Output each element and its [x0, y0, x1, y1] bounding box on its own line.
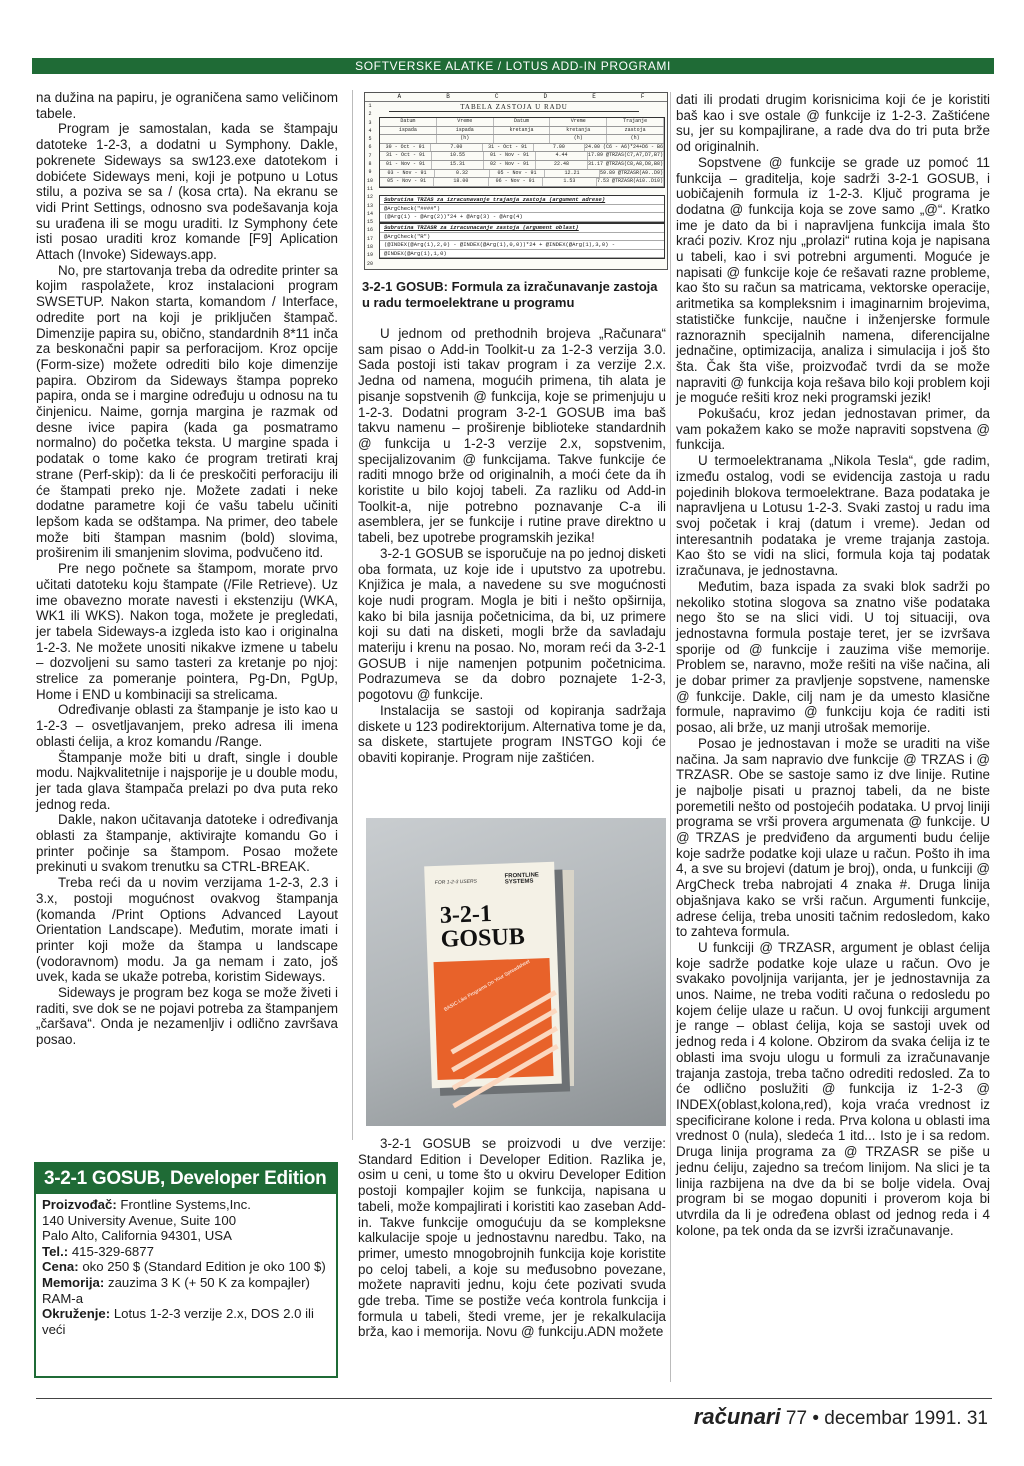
table-header-row [380, 118, 664, 127]
row-number: 17 [366, 235, 373, 242]
table-cell: 01 - Nov - 91 [484, 152, 536, 160]
subroutine-heading: Subrutina TRZASR za izracunacanje zastoja (argument oblast) [380, 224, 664, 233]
paragraph: Određivanje oblasti za štampanje je isto kao u 1-2-3 – osvetljavanjem, preko adresa ili imena oblasti ćelija, a kroz komandu /Range. [36, 702, 338, 749]
row-number: 2 [368, 111, 372, 118]
row-number: 19 [366, 252, 373, 259]
environment-line [42, 1306, 330, 1337]
box-orange-panel [434, 958, 554, 1080]
table-cell: 17.89 @TRZAS(C7,A7,D7,B7) [588, 152, 664, 159]
table-row [380, 178, 664, 187]
environment-label: Okruženje: [42, 1306, 111, 1322]
box-tagline: FOR 1-2-3 USERS [434, 878, 478, 886]
row-number: 10 [366, 177, 373, 184]
header-cell: kretanja [494, 127, 551, 135]
producer-label: Proizvođač: [42, 1197, 117, 1212]
header-cell: (h) [437, 135, 494, 143]
table-cell: 03 - Nov - 91 [380, 170, 435, 178]
table-cell: 7.53 @TRZASR(A10..D10) [597, 178, 664, 185]
row-number: 9 [368, 169, 372, 176]
box-brand-logo: FRONTLINE SYSTEMS [504, 872, 539, 886]
box-title-line: 3-2-1 [439, 901, 493, 929]
table-cell: 0.32 [435, 170, 490, 178]
paragraph: Štampanje može biti u draft, single i double modu. Najkvalitetnije i najsporije je u double modu, jer tada glava štampača prelazi po dva puta reko jednog reda. [36, 749, 338, 812]
row-number: 15 [366, 219, 373, 226]
table-cell: 06 - Nov - 91 [489, 178, 543, 186]
header-cell: zastoja [607, 127, 664, 135]
table-cell: 30 - Oct - 91 [380, 144, 431, 152]
row-number: 7 [368, 152, 372, 159]
info-box-body [36, 1194, 336, 1340]
product-photo [366, 818, 666, 1126]
column-letter: F [640, 93, 645, 100]
table-cell: 31 - Oct - 91 [483, 144, 534, 152]
product-box [424, 862, 562, 1088]
spreadsheet-figure [364, 92, 668, 270]
table-cell: 18.00 [434, 178, 488, 186]
column-letter: A [397, 93, 402, 100]
issue-date: decembar 1991. [824, 1408, 962, 1429]
subroutine-heading: Subrutina TRZAS za izracunavanje trajanja zastoja (argument adrese) [380, 196, 664, 205]
row-number: 8 [368, 161, 372, 168]
table-cell: 31 - Oct - 91 [380, 152, 432, 160]
paragraph: 3-2-1 GOSUB se isporučuje na po jednoj disketi oba formata, uz koje ide i uputstvo za upotrebu. Knjižica je mala, a navedene su sve mogućnosti koje nudi program. Mogla je biti i nešto opširnija, kako bi bila jasnija početnicima, da bi, uz primere koji su dati na disketi, mogli brže da savladaju materiju i krenu na posao. No, moram reći da 3-2-1 GOSUB i nije namenjen potpunim početnicima. Podrazumeva se da dobro poznajete 1-2-3, pogotovu @ funkcije. [358, 545, 666, 703]
table-cell: 05 - Nov - 91 [490, 170, 545, 178]
table-row [380, 170, 664, 179]
producer-line [42, 1197, 330, 1213]
paragraph: na dužina na papiru, je ograničena samo veličinom tabele. [36, 90, 338, 121]
page-footer [694, 1404, 988, 1430]
subroutine-line: @INDEX(@Arg(1),1,0) [380, 250, 664, 259]
environment-value: Lotus 1-2-3 verzije 2.x, DOS 2.0 ili veći [42, 1306, 314, 1337]
row-number: 12 [366, 194, 373, 201]
header-cell [494, 135, 551, 143]
spreadsheet-title: TABELA ZASTOJA U RADU [389, 103, 639, 112]
bullet-separator: • [812, 1408, 819, 1429]
paragraph: U funkciji @ TRZASR, argument je oblast ćelija koje sadrže podatke koje ulaze u račun. Ovo je svakako povoljnija varijanta, jer je jednostavnija za unos. Naime, ne treba voditi računa o redosledu po kojem ćelije ulaze u račun. U ovoj funkciji argument je range – oblast ćelija, koja se sastoji uvek od jednog reda i 4 kolone. Obzirom da svaka ćelija iz te oblasti ima svoju ulogu u formuli za izračunavanje trajanja zastoja, treba tačno odrediti redosled. Za to će odlično poslužiti @ funkcija iz 1-2-3 @ INDEX(oblast,kolona,red), koja vraća vrednost iz specificirane kolone i reda. Prva kolona u oblasti ima vrednost 0 (nula), sledeća 1 itd... Isto je i sa redom. Druga linija programa za @ TRZASR se piše u jednu ćeliju, zajedno sa trećom linijom. Na slici je ta linija razbijena na dve da bi se bolje videla. Ovaj program bi se mogao dopuniti i proverom koja bi utvrdila da li je određena oblast od jednog reda i 4 kolone, pa tek onda da se izvrši izračunavanje. [676, 939, 990, 1238]
paragraph: Pokušaću, kroz jedan jednostavan primer, da vam pokažem kako se može napraviti sopstvena @ funkcija. [676, 406, 990, 453]
paragraph: Instalacija se sastoji od kopiranja sadržaja diskete u 123 podirektorijum. Alternativa tome je da, sa diskete, startujete program INSTGO koji će obaviti kopiranje. Program nije zaštićen. [358, 702, 666, 765]
table-cell: 12.21 [545, 170, 600, 178]
address-line: 140 University Avenue, Suite 100 [42, 1212, 237, 1228]
article-column-2-continued [358, 1136, 666, 1392]
table-row [380, 144, 664, 153]
table-cell: 10.55 [432, 152, 484, 160]
address-line: Palo Alto, California 94301, USA [42, 1228, 232, 1244]
table-cell: 1.53 [543, 178, 597, 186]
paragraph: 3-2-1 GOSUB se proizvodi u dve verzije: Standard Edition i Developer Edition. Razlika je, osim u ceni, u tome što u okviru Developer Edition postoji kompajler kojim se funkcija, napisana u tabeli, može kompajlirati i koristiti kao zaseban Add-in. Takve funkcije omogućuju da se kompleksne kalkulacije spoje u jednostavnu naredbu. Tako, na primer, umesto mnogobrojnih funkcija koje koristite po celoj tabeli, a koje su međusobno povezane, možete napraviti jednu, koju ćete pozivati svuda gde treba. Time se postiže veća kontrola funkcija i formula u tabeli, štedi vreme, jer je rekalkulacija brža, kao i memorija. Novu @ funkciju.ADN možete [358, 1136, 666, 1340]
row-number: 13 [366, 202, 373, 209]
column-letter: C [494, 93, 499, 100]
table-cell: 4.44 [536, 152, 588, 160]
paragraph: U jednom od prethodnih brojeva „Računara“ sam pisao o Add-in Toolkit-u za 1-2-3 verzija 3.0. Sada postoji isti takav program i za verzije 2.x. Jedna od namena, mogućih primena, tih alata je pisanje sopstvenih @ funkcija, koje se primenjuju u 1-2-3. Dodatni program 3-2-1 GOSUB ima baš takvu namenu – proširenje biblioteke standardnih @ funkcija u 1-2-3 verzije 2.x, sopstvenim, specijalizovanim @ funkcijama. Takve funkcije će raditi mnogo brže od originalnih, a moći ćete da ih koristite u bilo kojoj tabeli. Za razliku od Add-in Toolkit-a, nije potrebno poznavanje C-a ili asemblera, jer se funkcije i rutine prave direktno u tabeli, bez upotrebe programskih jezika! [358, 326, 666, 546]
header-cell: Datum [380, 118, 437, 126]
figure-caption: 3-2-1 GOSUB: Formula za izračunavanje zastoja u radu termoelektrane u programu [362, 279, 658, 310]
row-number: 1 [368, 103, 372, 109]
table-header-row [380, 127, 664, 136]
table-row [380, 152, 664, 161]
table-cell: 24.00 (C6 - A6)*24+D6 - B6 [585, 143, 664, 150]
article-column-3 [676, 92, 990, 1392]
row-number: 6 [368, 144, 372, 151]
paragraph: U termoelektranama „Nikola Tesla“, gde radim, između ostalog, vodi se evidencija zastoja u radu pojedinih blokova termoelektrane. Baza podataka je napravljena u Lotusu 1-2-3. Svaki zastoj u radu ima svoj početak i kraj (datum i vreme). Jedan od interesantnih podataka je vreme trajanja zastoja. Kao što se vidi na slici, formula koja taj podatak izračunava, je jednostavna. [676, 453, 990, 579]
header-cell: ispada [437, 127, 494, 135]
box-band-text: BASIC-Like Programs On Your Spreadsheet [443, 958, 532, 1013]
box-title-line: GOSUB [440, 923, 526, 953]
magazine-logo: računari [693, 1404, 781, 1429]
header-cell: (h) [550, 135, 607, 143]
paragraph: Dakle, nakon učitavanja datoteke i određivanja oblasti za štampanje, aktivirajte komandu Go i printer počinje sa štampom. Posao možete prekinuti u svakom trenutku sa CTRL-BREAK. [36, 812, 338, 875]
column-letter: E [592, 93, 596, 100]
footer-rule [36, 1398, 992, 1399]
table-cell: 05 - Nov - 91 [380, 178, 434, 186]
table-cell: 01 - Nov - 91 [380, 161, 432, 169]
product-info-box [34, 1162, 338, 1378]
issue-number: 77 [785, 1408, 808, 1429]
box-title [439, 901, 525, 952]
paragraph: No, pre startovanja treba da odredite printer sa kojim raspolažete, kroz instalacioni program SWSETUP. Nakon starta, komandom / Interface, odredite port na koji je priključen štampač. Dimenzije papira su, obično, standardnih 8*11 inča za beskonačni papir sa perforacijom. Kroz opcije (Form-size) možete odrediti bilo koje dimenzije papira. Obzirom da Sideways štampa popreko papira, onda se i margine određuju u odnosu na tu činjenicu. Naime, gornja margina je razmak od desne ivice papira (kada ga posmatramo normalno) do početka teksta. U margine spada i podatak o tome kako će program tretirati kraj strane (Perf-skip): da li će preskočiti perforaciju ili će štampati preko nje. Možete zadati i neke dodatne parametre koji će vašu tabelu učiniti lepšom kada se odštampa. Na primer, deo tabele može biti štampan masnim (bold) slovima, proširenim ili smanjenim slovima, podvučeno itd. [36, 262, 338, 561]
subroutine-trzas [379, 195, 665, 223]
subroutine-line: (@Arg(1) - @Arg(2))*24 + @Arg(3) - @Arg(4) [380, 213, 664, 222]
subroutine-line: (@INDEX(@Arg(1),2,0) - @INDEX(@Arg(1),0,0))*24 + @INDEX(@Arg(1),3,0) - [380, 241, 664, 250]
row-number: 11 [366, 185, 373, 192]
spreadsheet-row-numbers [365, 102, 375, 268]
header-cell: ispada [380, 127, 437, 135]
paragraph: Program je samostalan, kada se štampaju datoteke 1-2-3, a dodatni u Symphony. Dakle, pokrenete Sideways sa sw123.exe datotekom i dobićete Sideways meni, koji je potpuno u Lotus stilu, a poziva se sa / (kosa crta). Na ekranu se vidi Print Settings, odnosno sva podešavanja koja su urađena ili se mogu uraditi. Iz Symphony ćete isti posao uraditi kroz komande [F9] Aplication Attach (Invoke) Sideways.app. [36, 121, 338, 263]
memory-line [42, 1275, 330, 1306]
spreadsheet-table [379, 117, 665, 188]
header-cell: Trajanje [607, 118, 664, 126]
row-number: 16 [366, 227, 373, 234]
header-cell: Datum [494, 118, 551, 126]
table-cell: 31.17 @TRZAS(C8,A8,D8,B8) [588, 160, 664, 167]
row-number: 5 [368, 136, 372, 143]
producer-value: Frontline Systems,Inc. [120, 1197, 251, 1212]
row-number: 18 [366, 244, 373, 251]
info-box-title: 3-2-1 GOSUB, Developer Edition [36, 1164, 336, 1194]
section-header: SOFTVERSKE ALATKE / LOTUS ADD-IN PROGRAMI [32, 58, 994, 74]
paragraph: Sideways je program bez koga se može živeti i raditi, sve dok se ne pojavi potreba za štampanjem „čaršava“. Onda je nezamenljiv i odlično završava posao. [36, 985, 338, 1048]
table-cell: 02 - Nov - 91 [484, 161, 536, 169]
price-label: Cena: [42, 1259, 79, 1275]
price-line [42, 1259, 330, 1275]
table-cell: 15.31 [432, 161, 484, 169]
row-number: 3 [368, 119, 372, 126]
paragraph: Treba reći da u novim verzijama 1-2-3, 2.3 i 3.x, postoji mogućnost ovakvog štampanja (komanda /Print Options Advanced Layout Orientation Landscape). Međutim, morate imati i printer koji može da štampa u landscape (vodoravnom) modu. Ja ga nemam i zato, još uvek, kada se ukaže potreba, koristim Sideways. [36, 875, 338, 985]
tel-label: Tel.: [42, 1243, 69, 1259]
paragraph: Pre nego počnete sa štampom, morate prvo učitati datoteku koju štampate (/File Retrieve). Uz ime obavezno morate navesti i ekstenziju (WKA, WK1 ili WKS). Nakon toga, možete je pregledati, jer tabela Sideways-a izgleda isto kao i originalna 1-2-3. Ne možete unositi nikakve izmene u tabelu – dozvoljeni su samo tasteri za kretanje po njoj: strelice za pomeranje pointera, Pg-Dn, PgUp, Home i END u kombinaciji sa strelicama. [36, 561, 338, 702]
page-number: 31 [966, 1408, 988, 1429]
row-number: 4 [368, 127, 372, 134]
article-column-1 [36, 90, 338, 1138]
header-cell: Vreme [437, 118, 494, 126]
column-divider [352, 90, 353, 1140]
row-number: 20 [366, 260, 373, 267]
memory-label: Memorija: [42, 1274, 105, 1290]
subroutine-line: @ArgCheck("R") [380, 233, 664, 242]
table-header-row [380, 135, 664, 144]
tel-value: 415-329-6877 [71, 1243, 154, 1259]
table-cell: 7.00 [534, 144, 585, 152]
subroutine-line: @ArgCheck("####") [380, 205, 664, 214]
header-cell: Vreme [550, 118, 607, 126]
paragraph: Međutim, baza ispada za svaki blok sadrži po nekoliko stotina slogova sa znatno više podataka nego što se na slici vidi. U toj situaciji, ova jednostavna formula postaje teret, jer se izvršava sporije od @ funkcije i zauzima više memorije. Problem se, naravno, može rešiti na više načina, ali je dobar primer za pravljenje sopstvene, namenske @ funkcije. Dakle, cilj nam je da umesto klasične formule, napravimo @ funkciju koja će raditi isti posao, ali brže, uz manji utrošak memorije. [676, 578, 990, 736]
spreadsheet-column-letters [365, 93, 667, 102]
column-letter: D [543, 93, 548, 100]
tel-line [42, 1244, 330, 1260]
table-row [380, 161, 664, 170]
column-divider [670, 92, 671, 1382]
header-cell [380, 135, 437, 143]
table-cell: 7.00 [431, 144, 482, 152]
header-cell: kretanja [550, 127, 607, 135]
paragraph: Sopstvene @ funkcije se grade uz pomoć 11 funkcija – graditelja, koje sadrži 3-2-1 GOSUB, i uobičajenih formula iz 1-2-3. Ključ programa je dodatna @ funkcija koja se zove samo „@“. Kratko ime je dato da bi i napravljena funkcija imala što kraći poziv. Kroz nju „prolazi“ rutina koja je napisana u tabeli, kao i svi potrebni argumenti. Moguće je napisati @ funkcije koje će rešavati razne probleme, kao što su račun sa matricama, vektorske operacije, aritmetika sa kompleksnim i imaginarnim brojevima, statističke funkcije, naučne i inženjerske formule raznoraznih specijalnih namena, diferencijalne jednačine, optimizacija, analiza i simulacija i još što šta. Čak šta više, proizvođač tvrdi da se može napraviti @ funkcija koja rešava bilo koji problem koji je moguće rešiti kroz neki programski jezik! [676, 154, 990, 406]
header-cell: (h) [607, 135, 664, 143]
price-value: oko 250 $ (Standard Edition je oko 100 $) [82, 1259, 326, 1275]
memory-value: zauzima 3 K (+ 50 K za kompajler) RAM-a [42, 1274, 310, 1306]
article-column-2 [358, 326, 666, 804]
paragraph: dati ili prodati drugim korisnicima koji će je koristiti baš kao i sve ostale @ funkcije iz 1-2-3. Zaštićene su, jer su kompajlirane, a rade dva do tri puta brže od originalnih. [676, 92, 990, 155]
column-letter: B [446, 93, 450, 100]
subroutine-trzasr [379, 223, 665, 259]
table-cell: 59.89 @TRZASR(A9..D9) [600, 169, 664, 176]
row-number: 14 [366, 210, 373, 217]
paragraph: Posao je jednostavan i može se uraditi na više načina. Ja sam napravio dve funkcije @ TRZAS i @ TRZASR. Obe se sastoje samo iz dve linije. Rutine je najbolje pisati u praznoj tabeli, da ne biste poremetili nešto od postojećih podataka. U prvoj liniji programa se vrši provera argumenata @ funkcije. U @ TRZAS je predviđeno da argumenti budu ćelije koje sadrže podatke koji ulaze u račun. Pošto ih ima 4, a sve su brojevi (datum je broj), onda, u funkciji @ ArgCheck treba nabrojati 4 znaka #. Druga linija objašnjava kako se vrši račun. Argumenti funkcije, adrese ćelija, treba unositi tačnim redosledom, kako to zahteva formula. [676, 735, 990, 940]
table-cell: 22.48 [536, 161, 588, 169]
